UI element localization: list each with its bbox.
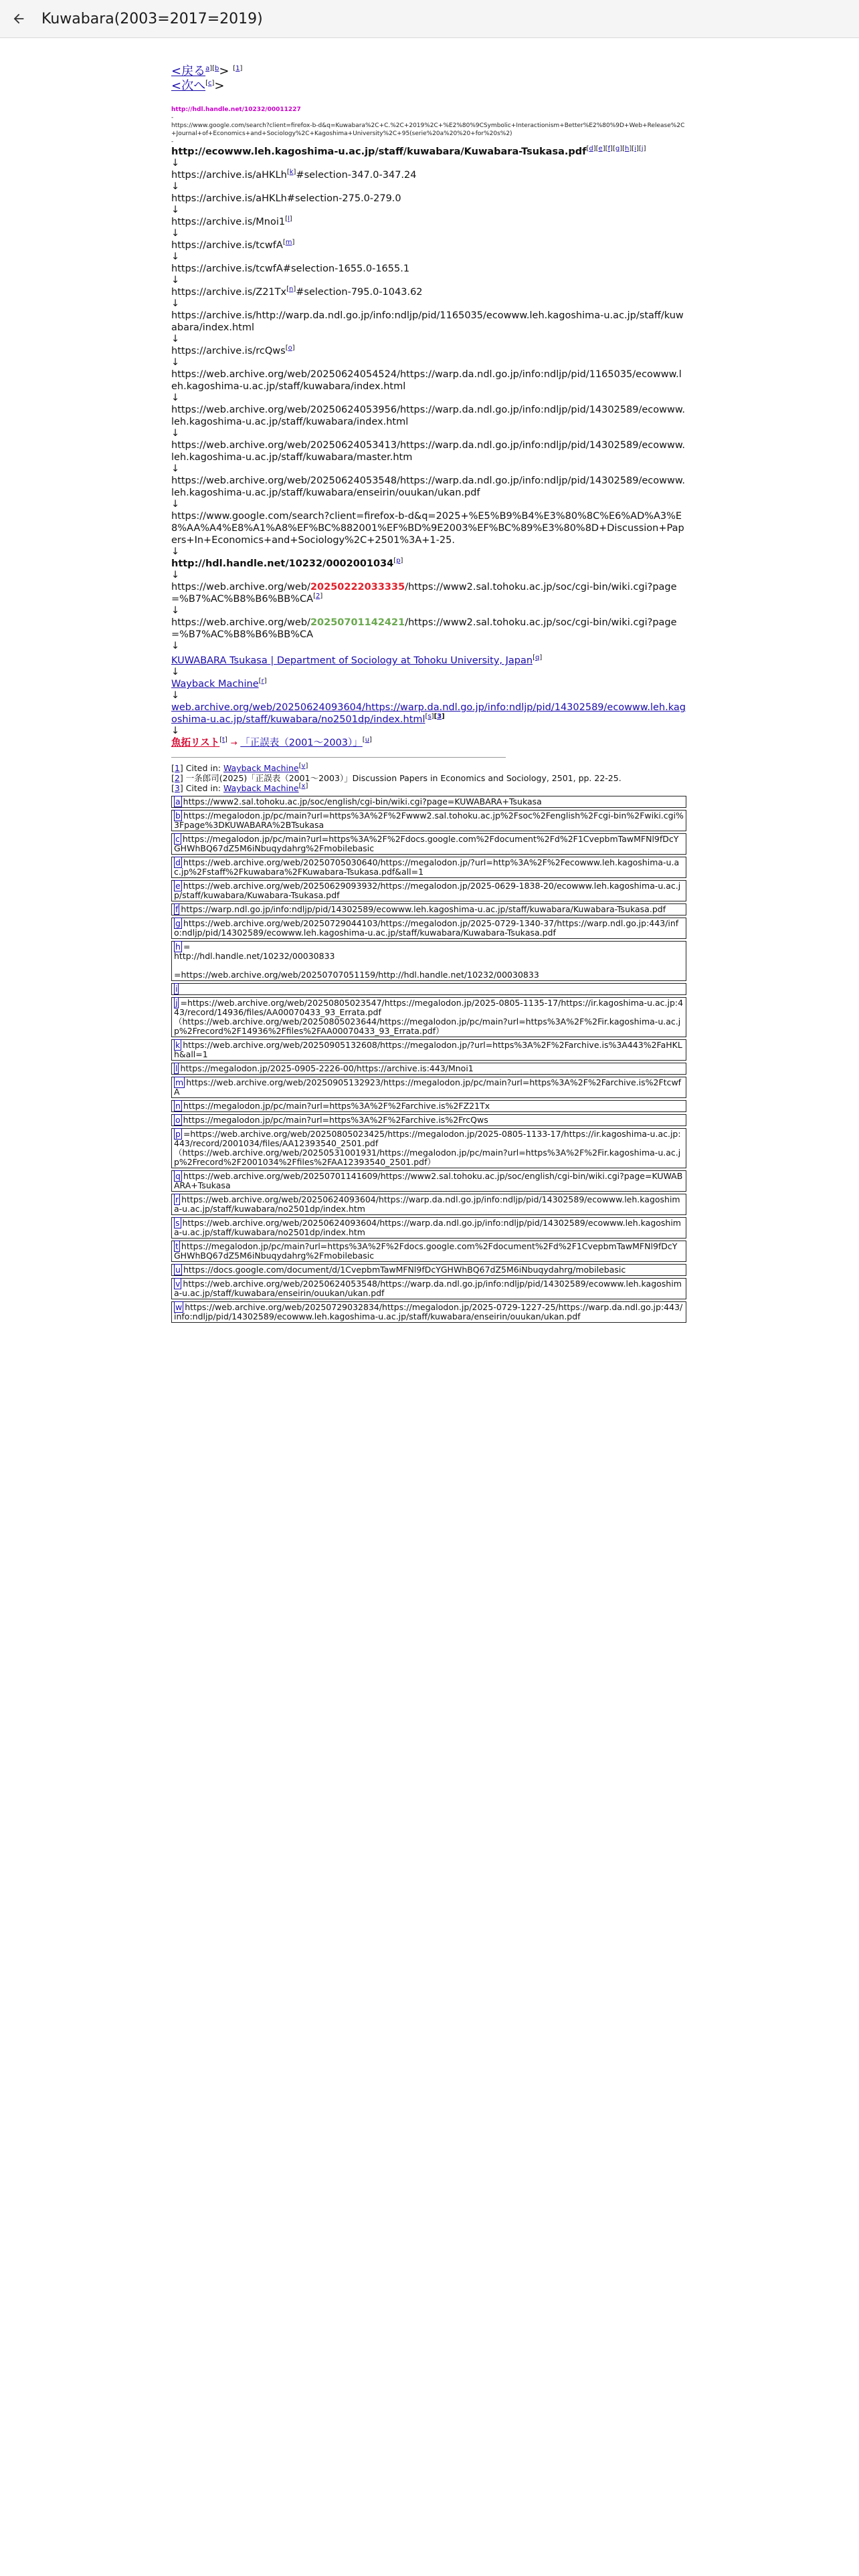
wayback-line[interactable]: https://web.archive.org/web/20250624053548/https://warp.da.ndl.go.jp/info:ndljp/pid/14302589/ecowww.leh.kagoshima-u.ac.jp/staff/kuwabara/enseirin/ouukan/ukan.pdf — [171, 475, 685, 498]
down-arrow: ↓ — [171, 605, 180, 616]
reference-tag[interactable]: c — [175, 834, 180, 844]
reference-box — [171, 1077, 686, 1098]
archive-line — [171, 193, 686, 205]
main-pdf-citations[interactable]: [d][e][f][g][h][i][j] — [586, 145, 646, 153]
hdl-magenta-link[interactable]: http://hdl.handle.net/10232/00011227 — [171, 106, 301, 113]
archive-sup[interactable]: m — [285, 239, 292, 247]
archive-link[interactable]: https://archive.is/Z21Tx — [171, 287, 287, 298]
archive-link[interactable]: https://archive.is/tcwfA#selection-1655.0-1655.1 — [171, 263, 410, 274]
errata-link[interactable]: 「正誤表（2001〜2003）」 — [240, 738, 363, 748]
errata-sup[interactable]: u — [365, 736, 370, 744]
reference-box — [171, 1128, 686, 1168]
reference-url[interactable]: https://megalodon.jp/pc/main?url=https%3A%2F%2Fdocs.google.com%2Fdocument%2Fd%2F1CvepbmTawMFNl9fDcYGHWhBQ67dZ5M6iNbuqydahrg%2Fmobilebasic — [174, 834, 679, 853]
bottom-nav: 魚拓リスト[t] → 「正誤表（2001〜2003）」[u] — [171, 736, 372, 748]
reference-tag[interactable]: h — [175, 942, 181, 952]
down-arrow: ↓ — [171, 334, 180, 344]
reference-tag[interactable]: j — [175, 998, 178, 1008]
reference-box — [171, 857, 686, 878]
reference-box — [171, 1170, 686, 1192]
reference-box — [171, 833, 686, 855]
sal-list — [171, 581, 686, 652]
reference-tag[interactable]: a — [175, 796, 181, 807]
archive-sup[interactable]: n — [289, 286, 294, 294]
footnote-divider — [171, 757, 506, 758]
reference-box — [171, 941, 686, 981]
archive-list — [171, 169, 686, 368]
reference-tag[interactable]: e — [175, 881, 181, 891]
footnote-text: 一条郎司(2025)「正誤表（2001〜2003）」Discussion Papers in Economics and Sociology, 2501, pp. 22-25. — [185, 773, 622, 783]
footnote: [1] Cited in: Wayback Machine[v] — [171, 762, 308, 773]
reference-box — [171, 810, 686, 831]
archive-line: https://archive.is/Z21Tx[n]#selection-795.0-1043.62 — [171, 286, 423, 298]
kuwabara-sup[interactable]: q — [535, 654, 540, 662]
main-pdf-sup-g[interactable]: g — [615, 145, 620, 153]
reference-tag[interactable]: s — [175, 1218, 180, 1228]
down-arrow: ↓ — [171, 181, 180, 192]
footnotes — [171, 763, 686, 793]
timestamp: 20250222033335 — [310, 582, 405, 593]
reference-tag[interactable]: w — [175, 1302, 183, 1312]
footnote: [3] Cited in: Wayback Machine[x] — [171, 782, 308, 793]
wayback-line[interactable]: https://www.google.com/search?client=firefox-b-d&q=2025+%E5%B9%B4%E3%80%8C%E6%AD%A3%E8%AA%A4%E8%A1%A8%EF%BC%882001%EF%BD%9E2003%EF%BC%89%E3%80%8D+Discussion+Papers+In+Economics+and+Sociology%2C+2501%3A+1-25. — [171, 511, 684, 546]
warp-sup[interactable]: s — [427, 713, 432, 721]
down-arrow: ↓ — [171, 228, 180, 239]
sal-cite[interactable]: 2 — [315, 593, 320, 601]
fish-list-sup[interactable]: t — [222, 736, 225, 744]
down-arrow: ↓ — [171, 641, 180, 651]
reference-tag[interactable]: g — [175, 918, 181, 928]
reference-url[interactable]: https://web.archive.org/web/20250624093604/https://warp.da.ndl.go.jp/info:ndljp/pid/14302589/ecowww.leh.kagoshima-u.ac.jp/staff/kuwabara/no2501dp/index.htm — [174, 1194, 680, 1214]
reference-tag[interactable]: f — [175, 904, 179, 914]
reference-box — [171, 1063, 686, 1075]
reference-box — [171, 1217, 686, 1239]
archive-link[interactable]: https://archive.is/aHKLh — [171, 170, 287, 181]
hdl-link[interactable]: http://hdl.handle.net/10232/0002001034 — [171, 558, 394, 569]
footnote-sup[interactable]: v — [301, 762, 306, 770]
fish-list-link[interactable]: 魚拓リスト — [171, 738, 220, 748]
arrow-left-icon — [11, 11, 26, 26]
archive-link[interactable]: https://archive.is/aHKLh#selection-275.0-279.0 — [171, 193, 401, 204]
hdl-line: http://hdl.handle.net/10232/0002001034[p] — [171, 557, 403, 569]
wayback-list — [171, 368, 686, 558]
warp-archive-link[interactable]: web.archive.org/web/20250624093604/https://warp.da.ndl.go.jp/info:ndljp/pid/14302589/ecowww.leh.kagoshima-u.ac.jp/staff/kuwabara/no2501dp/index.html — [171, 702, 686, 725]
prev-sup-b[interactable]: b — [215, 65, 219, 72]
reference-url[interactable]: https://web.archive.org/web/20250905132923/https://megalodon.jp/pc/main?url=https%3A%2F%2Farchive.is%2FtcwfA — [174, 1077, 682, 1097]
main-content: <戻る$^{a][b}$> [1] <次へ[c]> http://hdl.handle.net/10232/00011227 - https://www.google.com/search?client=firefox-b-d&q=Kuwabara%2C+C.%2C+2019%2C+%E2%80%9CSymbolic+Interactionism+Better%E2%80%9D+Web+Release%2C+Journal+of+Economics+and+Sociology%2C+Kagoshima+University%2C+95(serie%20a%20%20+for%20s%2) - http://ecowww.leh.kagoshima-u.ac.jp/staff/kuwabara/Kuwabara-Tsukasa.pdf[d][e][f][g][h][i][j] ↓ https://archive.is/aHKLh[k]#selection-347.0-347.24 ↓ https://archive.is/aHKLh#selection-275.0-279.0 ↓ https://archive.is/Mnoi1[l] ↓ https://archive.is/tcwfA[m] ↓ https://archive.is/tcwfA#selection-1655.0-1655.1 ↓ https://archive.is/Z21Tx[n]#selection-795.0-1043.62 ↓ https://archive.is/http://warp.da.ndl.go.jp/info:ndljp/pid/1165035/ecowww.leh.kagoshima-u.ac.jp/staff/kuwabara/index.html ↓ https://archive.is/rcQws[o] ↓ https://web.archive.org/web/20250624054524/https://warp.da.ndl.go.jp/info:ndljp/pid/1165035/ecowww.leh.kagoshima-u.ac.jp/staff/kuwabara/index.html ↓ https://web.archive.org/web/20250624053956/https://warp.da.ndl.go.jp/info:ndljp/pid/14302589/ecowww.leh.kagoshima-u.ac.jp/staff/kuwabara/index.html ↓ https://web.archive.org/web/20250624053413/https://warp.da.ndl.go.jp/info:ndljp/pid/14302589/ecowww.leh.kagoshima-u.ac.jp/staff/kuwabara/master.htm ↓ https://web.archive.org/web/20250624053548/https://warp.da.ndl.go.jp/info:ndljp/pid/14302589/ecowww.leh.kagoshima-u.ac.jp/staff/kuwabara/enseirin/ouukan/ukan.pdf ↓ https://www.google.com/search?client=firefox-b-d&q=2025+%E5%B9%B4%E3%80%8C%E6%AD%A3%E8%AA%A4%E8%A1%A8%EF%BC%882001%EF%BD%9E2003%EF%BC%89%E3%80%8D+Discussion+Papers+In+Economics+and+Sociology%2C+2501%3A+1-25. ↓ http://hdl.handle.net/10232/0002001034[p] ↓ https://web.archive.org/web/20250222033335/https://www2.sal.tohoku.ac.jp/soc/cgi-bin/wiki.cgi?page=%B7%AC%B8%B6%BB%CA[2] ↓ https://web.archive.org/web/20250701142421/https://www2.sal.tohoku.ac.jp/soc/cgi-bin/wiki.cgi?page=%B7%AC%B8%B6%BB%CA ↓ KUWABARA Tsukasa | Department of Sociology at Tohoku University, Japan[q] ↓ Wayback Machine[r] ↓ web.archive.org/web/20250624093604/https://warp.da.ndl.go.jp/info:ndljp/pid/14302589/ecowww.leh.kagoshima-u.ac.jp/staff/kuwabara/no2501dp/index.html[s][3] ↓ 魚拓リスト[t] → 「正誤表（2001〜2003）」[u] [1] Cited in: Wayback Machine[v] [2] 一条郎司(2025)「正誤表（2001〜2003）」Discussion Papers in Economics and Sociology, 2501, pp. 22-25. [3] Cited in: Wayback Machine[x] a https://www2.sal.tohoku.ac.jp/soc/english/cgi-bin/wiki.cgi?page=KUWABARA+Tsukasa b https://megalodon.jp/pc/main?url=https%3A%2F%2Fwww2.sal.tohoku.ac.jp%2Fsoc%2Fenglish%2Fcgi-bin%2Fwiki.cgi%3Fpage%3DKUWABARA%2BTsukasa c https://megalodon.jp/pc/main?url=https%3A%2F%2Fdocs.google.com%2Fdocument%2Fd%2F1CvepbmTawMFNl9fDcYGHWhBQ67dZ5M6iNbuqydahrg%2Fmobilebasic d https://web.archive.org/web/20250705030640/https://megalodon.jp/?url=http%3A%2F%2Fecowww.leh.kagoshima-u.ac.jp%2Fstaff%2Fkuwabara%2FKuwabara-Tsukasa.pdf&all=1 e https://web.archive.org/web/20250629093932/https://megalodon.jp/2025-0629-1838-20/ecowww.leh.kagoshima-u.ac.jp/staff/kuwabara/Kuwabara-Tsukasa.pdf f https://warp.ndl.go.jp/info:ndljp/pid/14302589/ecowww.leh.kagoshima-u.ac.jp/staff/kuwabara/Kuwabara-Tsukasa.pdf g https://web.archive.org/web/20250729044103/https://megalodon.jp/2025-0729-1340-37/https://warp.ndl.go.jp:443/info:ndljp/pid/14302589/ecowww.leh.kagoshima-u.ac.jp/staff/kuwabara/Kuwabara-Tsukasa.pdf h = http://hdl.handle.net/10232/00030833 =https://web.archive.org/web/20250707051159/http://hdl.handle.net/10232/00030833 i j =https://web.archive.org/web/20250805023547/https://megalodon.jp/2025-0805-1135-17/https://ir.kagoshima-u.ac.jp:443/record/14936/files/AA00070433_93_Errata.pdf （https://web.archive.org/web/20250805023644/https://megalodon.jp/pc/main?url=https%3A%2F%2Fir.kagoshima-u.ac.jp%2Frecord%2F14936%2Ffiles%2FAA00070433_93_Errata.pdf） k https://web.archive.org/web/20250905132608/https://megalodon.jp/?url=https%3A%2F%2Farchive.is%3A443%2FaHKLh&all=1 l https://megalodon.jp/2025-0905-2226-00/https://archive.is:443/Mnoi1 m https://web.archive.org/web/20250905132923/https://megalodon.jp/pc/main?url=https%3A%2F%2Farchive.is%2FtcwfA n https://megalodon.jp/pc/main?url=https%3A%2F%2Farchive.is%2FZ21Tx o https://megalodon.jp/pc/main?url=https%3A%2F%2Farchive.is%2FrcQws p =https://web.archive.org/web/20250805023425/https://megalodon.jp/2025-0805-1133-17/https://ir.kagoshima-u.ac.jp:443/record/2001034/files/AA12393540_2501.pdf （https://web.archive.org/web/20250531001931/https://megalodon.jp/pc/main?url=https%3A%2F%2Fir.kagoshima-u.ac.jp%2Frecord%2F2001034%2Ffiles%2FAA12393540_2501.pdf） q https://web.archive.org/web/20250701141609/https://www2.sal.tohoku.ac.jp/soc/english/cgi-bin/wiki.cgi?page=KUWABARA+Tsukasa r https://web.archive.org/web/20250624093604/https://warp.da.ndl.go.jp/info:ndljp/pid/14302589/ecowww.leh.kagoshima-u.ac.jp/staff/kuwabara/no2501dp/index.htm s https://web.archive.org/web/20250624093604/https://warp.da.ndl.go.jp/info:ndljp/pid/14302589/ecowww.leh.kagoshima-u.ac.jp/staff/kuwabara/no2501dp/index.htm t https://megalodon.jp/pc/main?url=https%3A%2F%2Fdocs.google.com%2Fdocument%2Fd%2F1CvepbmTawMFNl9fDcYGHWhBQ67dZ5M6iNbuqydahrg%2Fmobilebasic u https://docs.google.com/document/d/1CvepbmTawMFNl9fDcYGHWhBQ67dZ5M6iNbuqydahrg/mobilebasic v https://web.archive.org/web/20250624053548/https://warp.da.ndl.go.jp/info:ndljp/pid/14302589/ecowww.leh.kagoshima-u.ac.jp/staff/kuwabara/enseirin/ouukan/ukan.pdf w https://web.archive.org/web/20250729032834/https://megalodon.jp/2025-0729-1227-25/https://warp.da.ndl.go.jp:443/info:ndljp/pid/14302589/ecowww.leh.kagoshima-u.ac.jp/staff/kuwabara/enseirin/ouukan/ukan.pdf — [171, 64, 686, 1321]
reference-box — [171, 903, 686, 916]
archive-line: https://archive.is/rcQws[o] — [171, 344, 295, 356]
reference-url[interactable]: https://web.archive.org/web/20250729032834/https://megalodon.jp/2025-0729-1227-25/https://warp.da.ndl.go.jp:443/info:ndljp/pid/14302589/ecowww.leh.kagoshima-u.ac.jp/staff/kuwabara/enseirin/ouukan/ukan.pdf — [174, 1302, 683, 1321]
main-pdf-sup-f[interactable]: f — [607, 145, 611, 153]
red-arrow-icon: → — [230, 738, 237, 748]
archive-line: https://archive.is/tcwfA[m] — [171, 239, 295, 251]
archive-tail: #selection-795.0-1043.62 — [296, 287, 423, 298]
reference-url[interactable]: =https://web.archive.org/web/20250805023425/https://megalodon.jp/2025-0805-1133-17/https://ir.kagoshima-u.ac.jp:443/record/2001034/files/AA12393540_2501.pdf （https://web.archive.org/web/20250531001931/https://megalodon.jp/pc/main?url=https%3A%2F%2Fir.kagoshima-u.ac.jp%2Frecord%2F2001034%2Ffiles%2FAA12393540_2501.pdf） — [174, 1129, 681, 1167]
reference-tag[interactable]: v — [175, 1279, 181, 1289]
next-link[interactable]: <次へ — [171, 79, 206, 93]
down-arrow: ↓ — [171, 546, 180, 557]
reference-url[interactable]: = http://hdl.handle.net/10232/00030833 =https://web.archive.org/web/20250707051159/http://hdl.handle.net/10232/00030833 — [174, 942, 539, 980]
reference-tag[interactable]: i — [175, 984, 178, 994]
reference-box — [171, 1241, 686, 1262]
down-arrow: ↓ — [171, 275, 180, 286]
reference-tag[interactable]: b — [175, 811, 181, 821]
reference-tag[interactable]: l — [175, 1063, 178, 1073]
down-arrow: ↓ — [171, 499, 180, 510]
reference-url[interactable]: https://megalodon.jp/2025-0905-2226-00/https://archive.is:443/Mnoi1 — [180, 1063, 474, 1073]
down-arrow: ↓ — [171, 357, 180, 368]
reference-tag[interactable]: d — [175, 857, 181, 867]
down-arrow: ↓ — [171, 463, 180, 474]
reference-tag[interactable]: u — [175, 1265, 181, 1275]
prev-cite[interactable]: 1 — [235, 65, 240, 72]
next-sup-c[interactable]: c — [208, 80, 212, 87]
footnote-number[interactable]: 1 — [174, 763, 180, 773]
reference-url[interactable]: https://web.archive.org/web/20250705030640/https://megalodon.jp/?url=http%3A%2F%2Fecowww.leh.kagoshima-u.ac.jp%2Fstaff%2Fkuwabara%2FKuwabara-Tsukasa.pdf&all=1 — [174, 857, 680, 877]
reference-url[interactable]: https://web.archive.org/web/20250629093932/https://megalodon.jp/2025-0629-1838-20/ecowww.leh.kagoshima-u.ac.jp/staff/kuwabara/Kuwabara-Tsukasa.pdf — [174, 881, 681, 900]
archive-link[interactable]: https://archive.is/tcwfA — [171, 240, 283, 251]
reference-box — [171, 997, 686, 1037]
main-pdf-sup-j[interactable]: j — [641, 145, 644, 153]
footnote-number[interactable]: 2 — [174, 773, 180, 783]
archive-line: https://archive.is/Mnoi1[l] — [171, 215, 292, 227]
hdl-sup[interactable]: p — [396, 557, 401, 565]
archive-sup[interactable]: o — [288, 344, 292, 352]
prev-sup-a[interactable]: a — [205, 65, 210, 72]
archive-line — [171, 263, 686, 275]
archive-tail: #selection-347.0-347.24 — [296, 170, 417, 181]
main-pdf-sup-h[interactable]: h — [625, 145, 630, 153]
wayback-machine-link[interactable]: Wayback Machine — [171, 679, 259, 689]
reference-box — [171, 1301, 686, 1323]
sal-archive-line[interactable]: https://web.archive.org/web/20250222033335/https://www2.sal.tohoku.ac.jp/soc/cgi-bin/wiki.cgi?page=%B7%AC%B8%B6%BB%CA[2] — [171, 582, 677, 605]
reference-url[interactable]: https://docs.google.com/document/d/1CvepbmTawMFNl9fDcYGHWhBQ67dZ5M6iNbuqydahrg/mobilebasic — [183, 1265, 626, 1275]
footnote-link[interactable]: Wayback Machine — [223, 783, 299, 793]
down-arrow: ↓ — [171, 428, 180, 439]
footnote-number[interactable]: 3 — [174, 783, 180, 793]
reference-url[interactable]: https://megalodon.jp/pc/main?url=https%3A%2F%2Farchive.is%2FrcQws — [183, 1115, 488, 1125]
reference-url[interactable]: https://web.archive.org/web/20250905132608/https://megalodon.jp/?url=https%3A%2F%2Farchive.is%3A443%2FaHKLh&all=1 — [174, 1040, 682, 1059]
reference-box — [171, 880, 686, 901]
reference-box — [171, 1100, 686, 1112]
wayback-machine-sup[interactable]: r — [261, 677, 264, 685]
down-arrow: ↓ — [171, 251, 180, 262]
down-arrow: ↓ — [171, 298, 180, 309]
archive-link[interactable]: https://archive.is/http://warp.da.ndl.go.jp/info:ndljp/pid/1165035/ecowww.leh.kagoshima-u.ac.jp/staff/kuwabara/index.html — [171, 310, 684, 333]
back-button[interactable] — [0, 0, 37, 37]
timestamp: 20250701142421 — [310, 617, 405, 628]
main-pdf-link[interactable]: http://ecowww.leh.kagoshima-u.ac.jp/staff/kuwabara/Kuwabara-Tsukasa.pdf — [171, 146, 587, 157]
reference-boxes — [171, 796, 686, 1323]
reference-tag[interactable]: k — [175, 1040, 181, 1050]
archive-line: https://archive.is/aHKLh[k]#selection-347.0-347.24 — [171, 169, 417, 181]
reference-url[interactable]: https://megalodon.jp/pc/main?url=https%3A%2F%2Fwww2.sal.tohoku.ac.jp%2Fsoc%2Fenglish%2Fcgi-bin%2Fwiki.cgi%3Fpage%3DKUWABARA%2BTsukasa — [174, 811, 684, 830]
reference-tag[interactable]: r — [175, 1194, 179, 1204]
wayback-line[interactable]: https://web.archive.org/web/20250624054524/https://warp.da.ndl.go.jp/info:ndljp/pid/1165035/ecowww.leh.kagoshima-u.ac.jp/staff/kuwabara/index.html — [171, 369, 682, 392]
reference-url[interactable]: =https://web.archive.org/web/20250805023547/https://megalodon.jp/2025-0805-1135-17/https://ir.kagoshima-u.ac.jp:443/record/14936/files/AA00070433_93_Errata.pdf （https://web.archive.org/web/20250805023644/https://megalodon.jp/pc/main?url=https%3A%2F%2Fir.kagoshima-u.ac.jp%2Frecord%2F14936%2Ffiles%2FAA00070433_93_Errata.pdf） — [174, 998, 684, 1036]
footnote: [2] 一条郎司(2025)「正誤表（2001〜2003）」Discussion Papers in Economics and Sociology, 2501, pp. 22-25. — [171, 773, 622, 783]
reference-url[interactable]: https://web.archive.org/web/20250701141609/https://www2.sal.tohoku.ac.jp/soc/english/cgi-bin/wiki.cgi?page=KUWABARA+Tsukasa — [174, 1171, 683, 1190]
wayback-line[interactable]: https://web.archive.org/web/20250624053956/https://warp.da.ndl.go.jp/info:ndljp/pid/14302589/ecowww.leh.kagoshima-u.ac.jp/staff/kuwabara/index.html — [171, 405, 685, 427]
footnote-sup[interactable]: x — [301, 782, 306, 790]
reference-url[interactable]: https://web.archive.org/web/20250729044103/https://megalodon.jp/2025-0729-1340-37/https://warp.ndl.go.jp:443/info:ndljp/pid/14302589/ecowww.leh.kagoshima-u.ac.jp/staff/kuwabara/Kuwabara-Tsukasa.pdf — [174, 918, 679, 938]
reference-url[interactable]: https://megalodon.jp/pc/main?url=https%3A%2F%2Farchive.is%2FZ21Tx — [183, 1101, 490, 1111]
google-search-link[interactable]: https://www.google.com/search?client=firefox-b-d&q=Kuwabara%2C+C.%2C+2019%2C+%E2%80%9CSymbolic+Interactionism+Better%E2%80%9D+Web+Release%2C+Journal+of+Economics+and+Sociology%2C+Kagoshima+University%2C+95(serie%20a%20%20+for%20s%2) — [171, 122, 685, 137]
reference-box — [171, 1114, 686, 1126]
reference-box — [171, 918, 686, 939]
main-pdf-sup-e[interactable]: e — [598, 145, 603, 153]
footnote-link[interactable]: Wayback Machine — [223, 763, 299, 773]
warp-cite[interactable]: 3 — [437, 713, 442, 721]
archive-link[interactable]: https://archive.is/Mnoi1 — [171, 217, 286, 227]
reference-tag[interactable]: n — [175, 1101, 181, 1111]
reference-tag[interactable]: t — [175, 1241, 179, 1251]
reference-tag[interactable]: p — [175, 1129, 181, 1139]
reference-url[interactable]: https://www2.sal.tohoku.ac.jp/soc/english/cgi-bin/wiki.cgi?page=KUWABARA+Tsukasa — [183, 796, 542, 807]
archive-line — [171, 310, 686, 334]
reference-url[interactable]: https://web.archive.org/web/20250624053548/https://warp.da.ndl.go.jp/info:ndljp/pid/14302589/ecowww.leh.kagoshima-u.ac.jp/staff/kuwabara/enseirin/ouukan/ukan.pdf — [174, 1279, 682, 1298]
reference-url[interactable]: https://megalodon.jp/pc/main?url=https%3A%2F%2Fdocs.google.com%2Fdocument%2Fd%2F1CvepbmTawMFNl9fDcYGHWhBQ67dZ5M6iNbuqydahrg%2Fmobilebasic — [174, 1241, 678, 1261]
sal-archive-line[interactable]: https://web.archive.org/web/20250701142421/https://www2.sal.tohoku.ac.jp/soc/cgi-bin/wiki.cgi?page=%B7%AC%B8%B6%BB%CA — [171, 617, 677, 640]
reference-tag[interactable]: q — [175, 1171, 181, 1181]
reference-box — [171, 796, 686, 808]
archive-sup[interactable]: k — [289, 169, 294, 177]
kuwabara-tohoku-link[interactable]: KUWABARA Tsukasa | Department of Sociology at Tohoku University, Japan — [171, 655, 533, 666]
archive-sup[interactable]: l — [288, 215, 290, 223]
main-pdf-sup-i[interactable]: i — [634, 145, 636, 153]
reference-tag[interactable]: m — [175, 1077, 184, 1087]
prev-nav: <戻る$^{a][b}$> [1] — [171, 64, 243, 78]
reference-box — [171, 1194, 686, 1215]
main-pdf-sup-d[interactable]: d — [589, 145, 593, 153]
down-arrow: ↓ — [171, 205, 180, 215]
main-pdf-line — [171, 146, 686, 158]
reference-tag[interactable]: o — [175, 1115, 181, 1125]
prev-link[interactable]: <戻る — [171, 64, 206, 78]
reference-box — [171, 983, 686, 995]
reference-url[interactable]: https://web.archive.org/web/20250624093604/https://warp.da.ndl.go.jp/info:ndljp/pid/14302589/ecowww.leh.kagoshima-u.ac.jp/staff/kuwabara/no2501dp/index.htm — [174, 1218, 681, 1237]
next-nav: <次へ[c]> — [171, 79, 225, 93]
archive-link[interactable]: https://archive.is/rcQws — [171, 346, 286, 356]
top-bar — [0, 0, 859, 38]
reference-box — [171, 1278, 686, 1299]
reference-box — [171, 1264, 686, 1276]
down-arrow: ↓ — [171, 393, 180, 403]
wayback-line[interactable]: https://web.archive.org/web/20250624053413/https://warp.da.ndl.go.jp/info:ndljp/pid/14302589/ecowww.leh.kagoshima-u.ac.jp/staff/kuwabara/master.htm — [171, 440, 685, 463]
reference-box — [171, 1039, 686, 1061]
page-title: Kuwabara(2003=2017=2019) — [41, 10, 263, 27]
reference-url[interactable]: https://warp.ndl.go.jp/info:ndljp/pid/14302589/ecowww.leh.kagoshima-u.ac.jp/staff/kuwabara/Kuwabara-Tsukasa.pdf — [181, 904, 666, 914]
